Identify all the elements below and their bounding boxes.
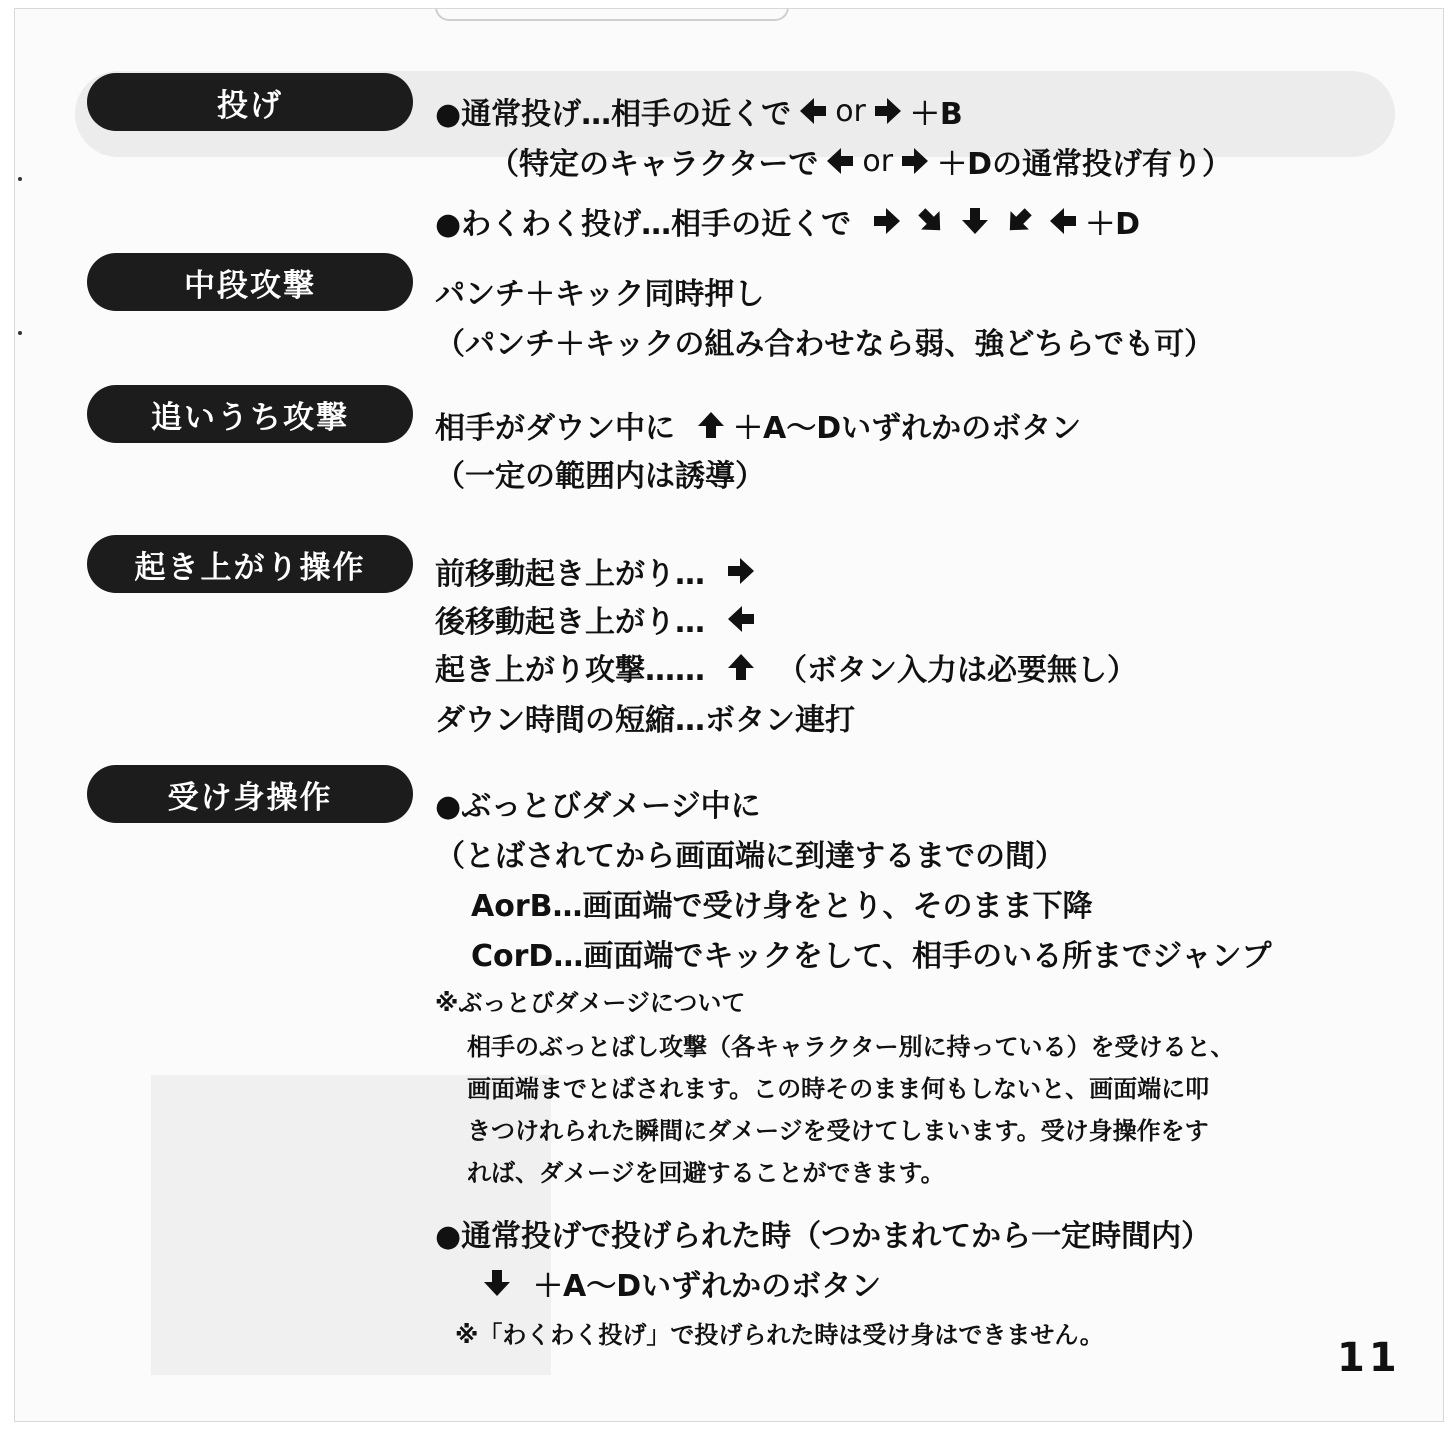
throw-line-1-prefix: ●通常投げ…相手の近くで: [435, 97, 792, 132]
section-title-getup: 起き上がり操作: [87, 535, 413, 593]
throw-line-2-or: or: [862, 143, 894, 179]
down-left-arrow-icon: [1003, 205, 1035, 237]
ukemi-note-title: ※ぶっとびダメージについて: [435, 989, 746, 1017]
overhead-line-2: （パンチ＋キックの組み合わせなら弱、強どちらでも可）: [435, 327, 1215, 362]
right-arrow-icon: [899, 145, 931, 177]
pursuit-line-1-suffix: ＋A～Dいずれかのボタン: [733, 411, 1082, 446]
throw-line-3-suffix: ＋D: [1085, 207, 1141, 242]
pursuit-line-2: （一定の範囲内は誘導）: [435, 459, 765, 494]
getup-line-4: ダウン時間の短縮…ボタン連打: [435, 703, 855, 738]
getup-line-1: [435, 549, 763, 593]
throw-line-2-prefix: （特定のキャラクターで: [489, 147, 819, 182]
ukemi-line-5: ●通常投げで投げられた時（つかまれてから一定時間内）: [435, 1219, 1212, 1254]
getup-line-1-text: 前移動起き上がり…: [435, 557, 705, 592]
getup-line-3-suffix: （ボタン入力は必要無し）: [777, 653, 1137, 688]
pursuit-line-1: [435, 403, 1081, 447]
down-arrow-icon: [481, 1267, 513, 1299]
margin-dot: [18, 177, 22, 181]
getup-line-3-prefix: 起き上がり攻撃……: [435, 653, 705, 688]
right-arrow-icon: [871, 205, 903, 237]
getup-line-2-text: 後移動起き上がり…: [435, 605, 705, 640]
up-arrow-icon: [695, 409, 727, 441]
ukemi-note-line: きつけれられた瞬間にダメージを受けてしまいます。受け身操作をす: [467, 1117, 1209, 1145]
throw-line-2: [489, 139, 1232, 183]
section-title-ukemi: 受け身操作: [87, 765, 413, 823]
throw-line-3: [435, 199, 1140, 243]
ukemi-note-line: 画面端までとばされます。この時そのまま何もしないと、画面端に叩: [467, 1075, 1210, 1103]
down-right-arrow-icon: [915, 205, 947, 237]
page-number: 11: [1337, 1335, 1401, 1381]
ukemi-line-1: ●ぶっとびダメージ中に: [435, 789, 761, 824]
ukemi-line-7: ※「わくわく投げ」で投げられた時は受け身はできません。: [455, 1321, 1104, 1349]
section-title-throw: 投げ: [87, 73, 413, 131]
right-arrow-icon: [725, 555, 757, 587]
getup-line-3: [435, 645, 1137, 689]
left-arrow-icon: [797, 95, 829, 127]
ukemi-line-4: CorD…画面端でキックをして、相手のいる所までジャンプ: [471, 939, 1272, 974]
throw-line-1: [435, 89, 963, 133]
margin-dot: [18, 331, 22, 335]
ukemi-line-6: [475, 1261, 881, 1305]
left-arrow-icon: [824, 145, 856, 177]
ukemi-line-2: （とばされてから画面端に到達するまでの間）: [435, 839, 1065, 874]
up-arrow-icon: [725, 651, 757, 683]
getup-line-2: [435, 597, 763, 641]
ukemi-line-3: AorB…画面端で受け身をとり、そのまま下降: [471, 889, 1093, 924]
throw-line-1-suffix: ＋B: [909, 97, 963, 132]
throw-line-3-prefix: ●わくわく投げ…相手の近くで: [435, 207, 852, 242]
section-title-overhead: 中段攻撃: [87, 253, 413, 311]
section-title-pursuit: 追いうち攻撃: [87, 385, 413, 443]
manual-page: [14, 8, 1444, 1422]
overhead-line-1: パンチ＋キック同時押し: [435, 277, 765, 312]
ukemi-note-line: 相手のぶっとばし攻撃（各キャラクター別に持っている）を受けると、: [467, 1033, 1235, 1061]
left-arrow-icon: [1047, 205, 1079, 237]
pursuit-line-1-prefix: 相手がダウン中に: [435, 411, 675, 446]
ukemi-note-line: れば、ダメージを回避することができます。: [467, 1159, 945, 1187]
page-tab: [435, 8, 789, 21]
throw-line-1-or: or: [835, 93, 866, 129]
left-arrow-icon: [725, 603, 757, 635]
right-arrow-icon: [872, 95, 904, 127]
down-arrow-icon: [959, 205, 991, 237]
throw-line-2-suffix: ＋Dの通常投げ有り）: [937, 147, 1233, 182]
ukemi-line-6-suffix: ＋A～Dいずれかのボタン: [533, 1269, 882, 1304]
